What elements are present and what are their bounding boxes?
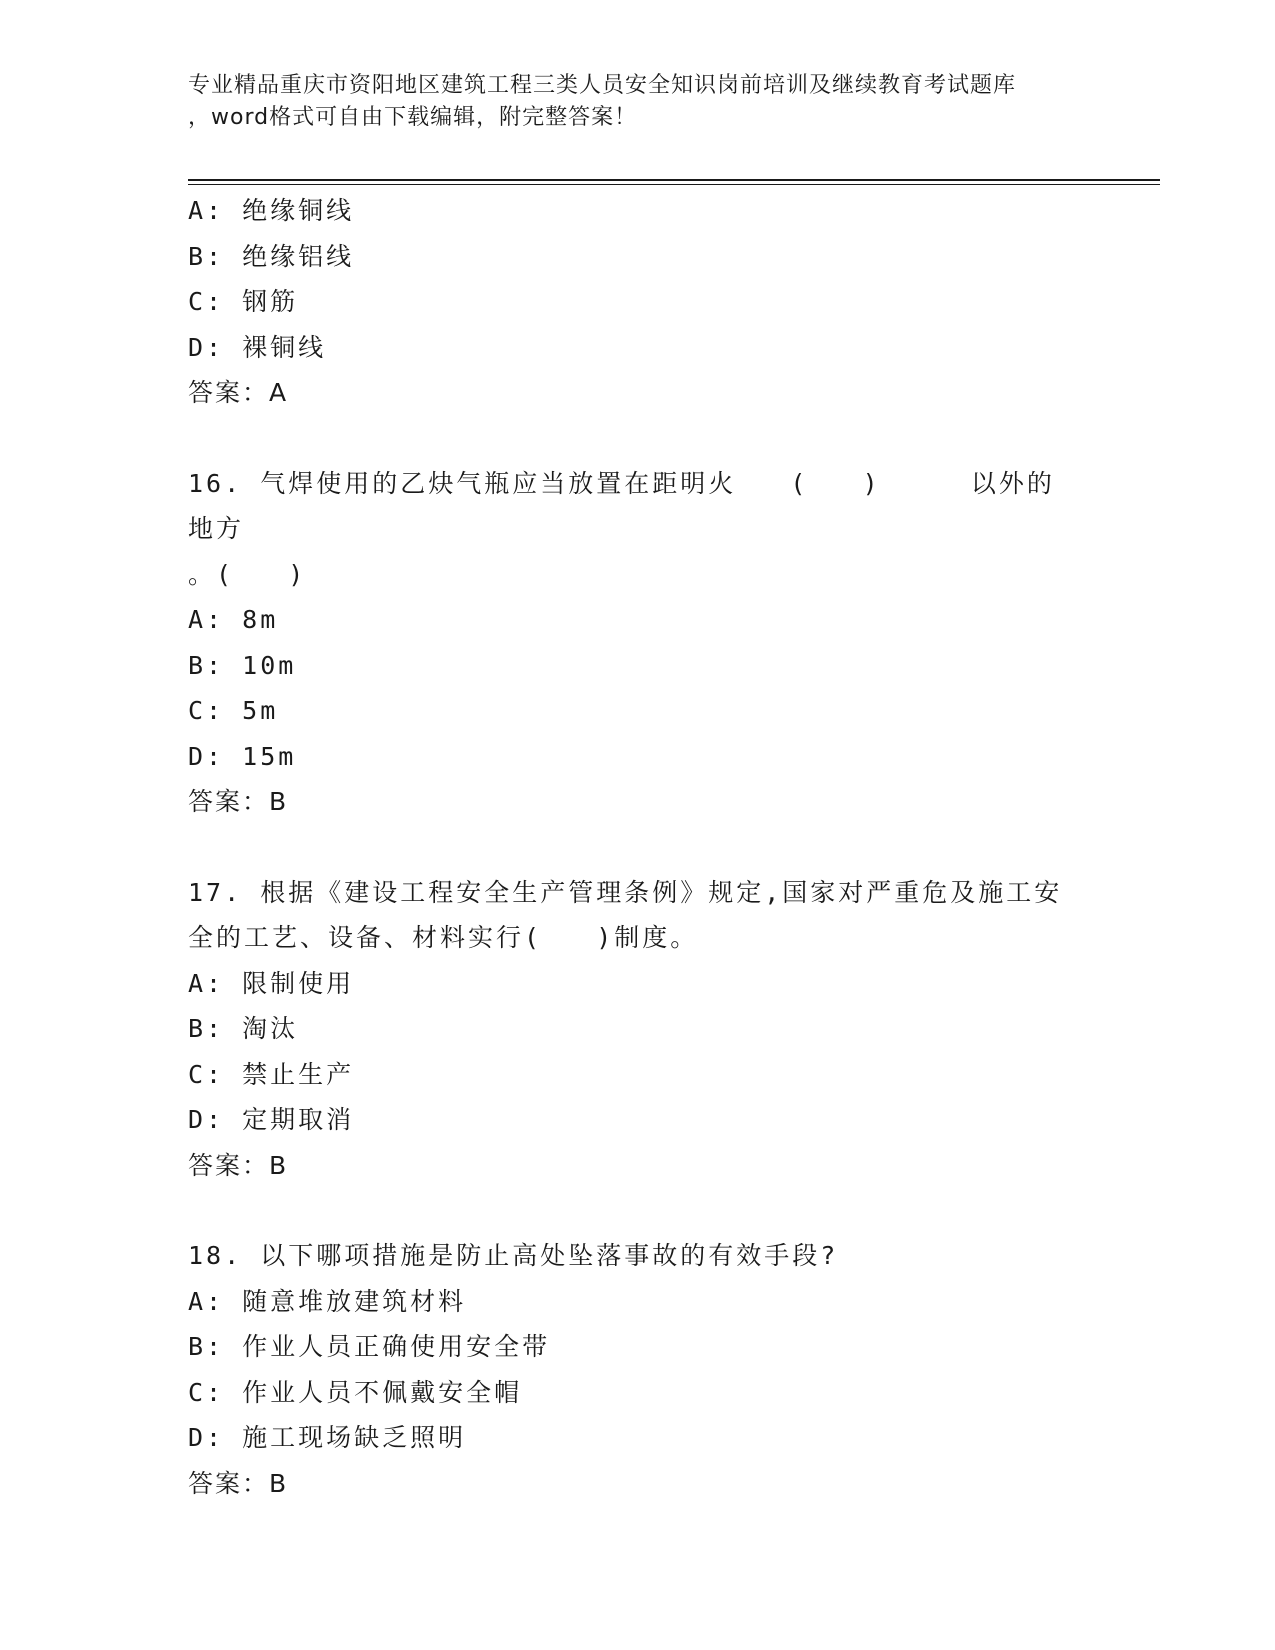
- previous-question-block: [188, 188, 1088, 416]
- option-c: C: 5m: [188, 696, 279, 725]
- option-d: D: 15m: [188, 741, 297, 771]
- option-a: A: 绝缘铜线: [188, 196, 355, 225]
- option-a: A: 随意堆放建筑材料: [188, 1286, 467, 1316]
- header-title-line-1: 专业精品重庆市资阳地区建筑工程三类人员安全知识岗前培训及继续教育考试题库: [188, 73, 1017, 98]
- spacer: [188, 416, 1088, 461]
- option-d: D: 施工现场缺乏照明: [188, 1423, 467, 1452]
- answer-line: 答案：B: [188, 1468, 289, 1498]
- option-b: B: 淘汰: [188, 1014, 299, 1043]
- header-divider-thin: [188, 184, 1160, 185]
- option-b: B: 作业人员正确使用安全带: [188, 1332, 551, 1361]
- answer-line: 答案：B: [188, 787, 289, 816]
- question-16-text-line-1: 16. 气焊使用的乙炔气瓶应当放置在距明火 ( ) 以外的地方: [188, 468, 1055, 543]
- option-d: D: 裸铜线: [188, 332, 327, 362]
- option-c: C: 钢筋: [188, 287, 299, 316]
- spacer: [188, 1188, 1088, 1233]
- question-18-block: [188, 1233, 1088, 1506]
- spacer: [188, 825, 1088, 870]
- option-c: C: 禁止生产: [188, 1059, 355, 1089]
- header-divider-thick: [188, 179, 1160, 181]
- option-a: A: 8m: [188, 605, 279, 634]
- option-b: B: 绝缘铝线: [188, 241, 355, 271]
- option-b: B: 10m: [188, 650, 297, 680]
- header-title-line-2: ，word格式可自由下载编辑，附完整答案！: [188, 105, 638, 130]
- option-a: A: 限制使用: [188, 968, 355, 998]
- answer-line: 答案：A: [188, 378, 289, 407]
- option-c: C: 作业人员不佩戴安全帽: [188, 1377, 523, 1407]
- question-17-block: [188, 870, 1088, 1189]
- answer-line: 答案：B: [188, 1150, 289, 1180]
- option-d: D: 定期取消: [188, 1105, 355, 1134]
- question-16-text-line-2: 。( ): [188, 559, 307, 589]
- question-16-block: [188, 461, 1088, 825]
- question-18-text: 18. 以下哪项措施是防止高处坠落事故的有效手段?: [188, 1241, 839, 1270]
- page-header: [188, 70, 1098, 134]
- question-17-text-line-1: 17. 根据《建设工程安全生产管理条例》规定,国家对严重危及施工安: [188, 877, 1063, 907]
- document-body: [188, 188, 1088, 1506]
- question-17-text-line-2: 全的工艺、设备、材料实行( )制度。: [188, 923, 699, 952]
